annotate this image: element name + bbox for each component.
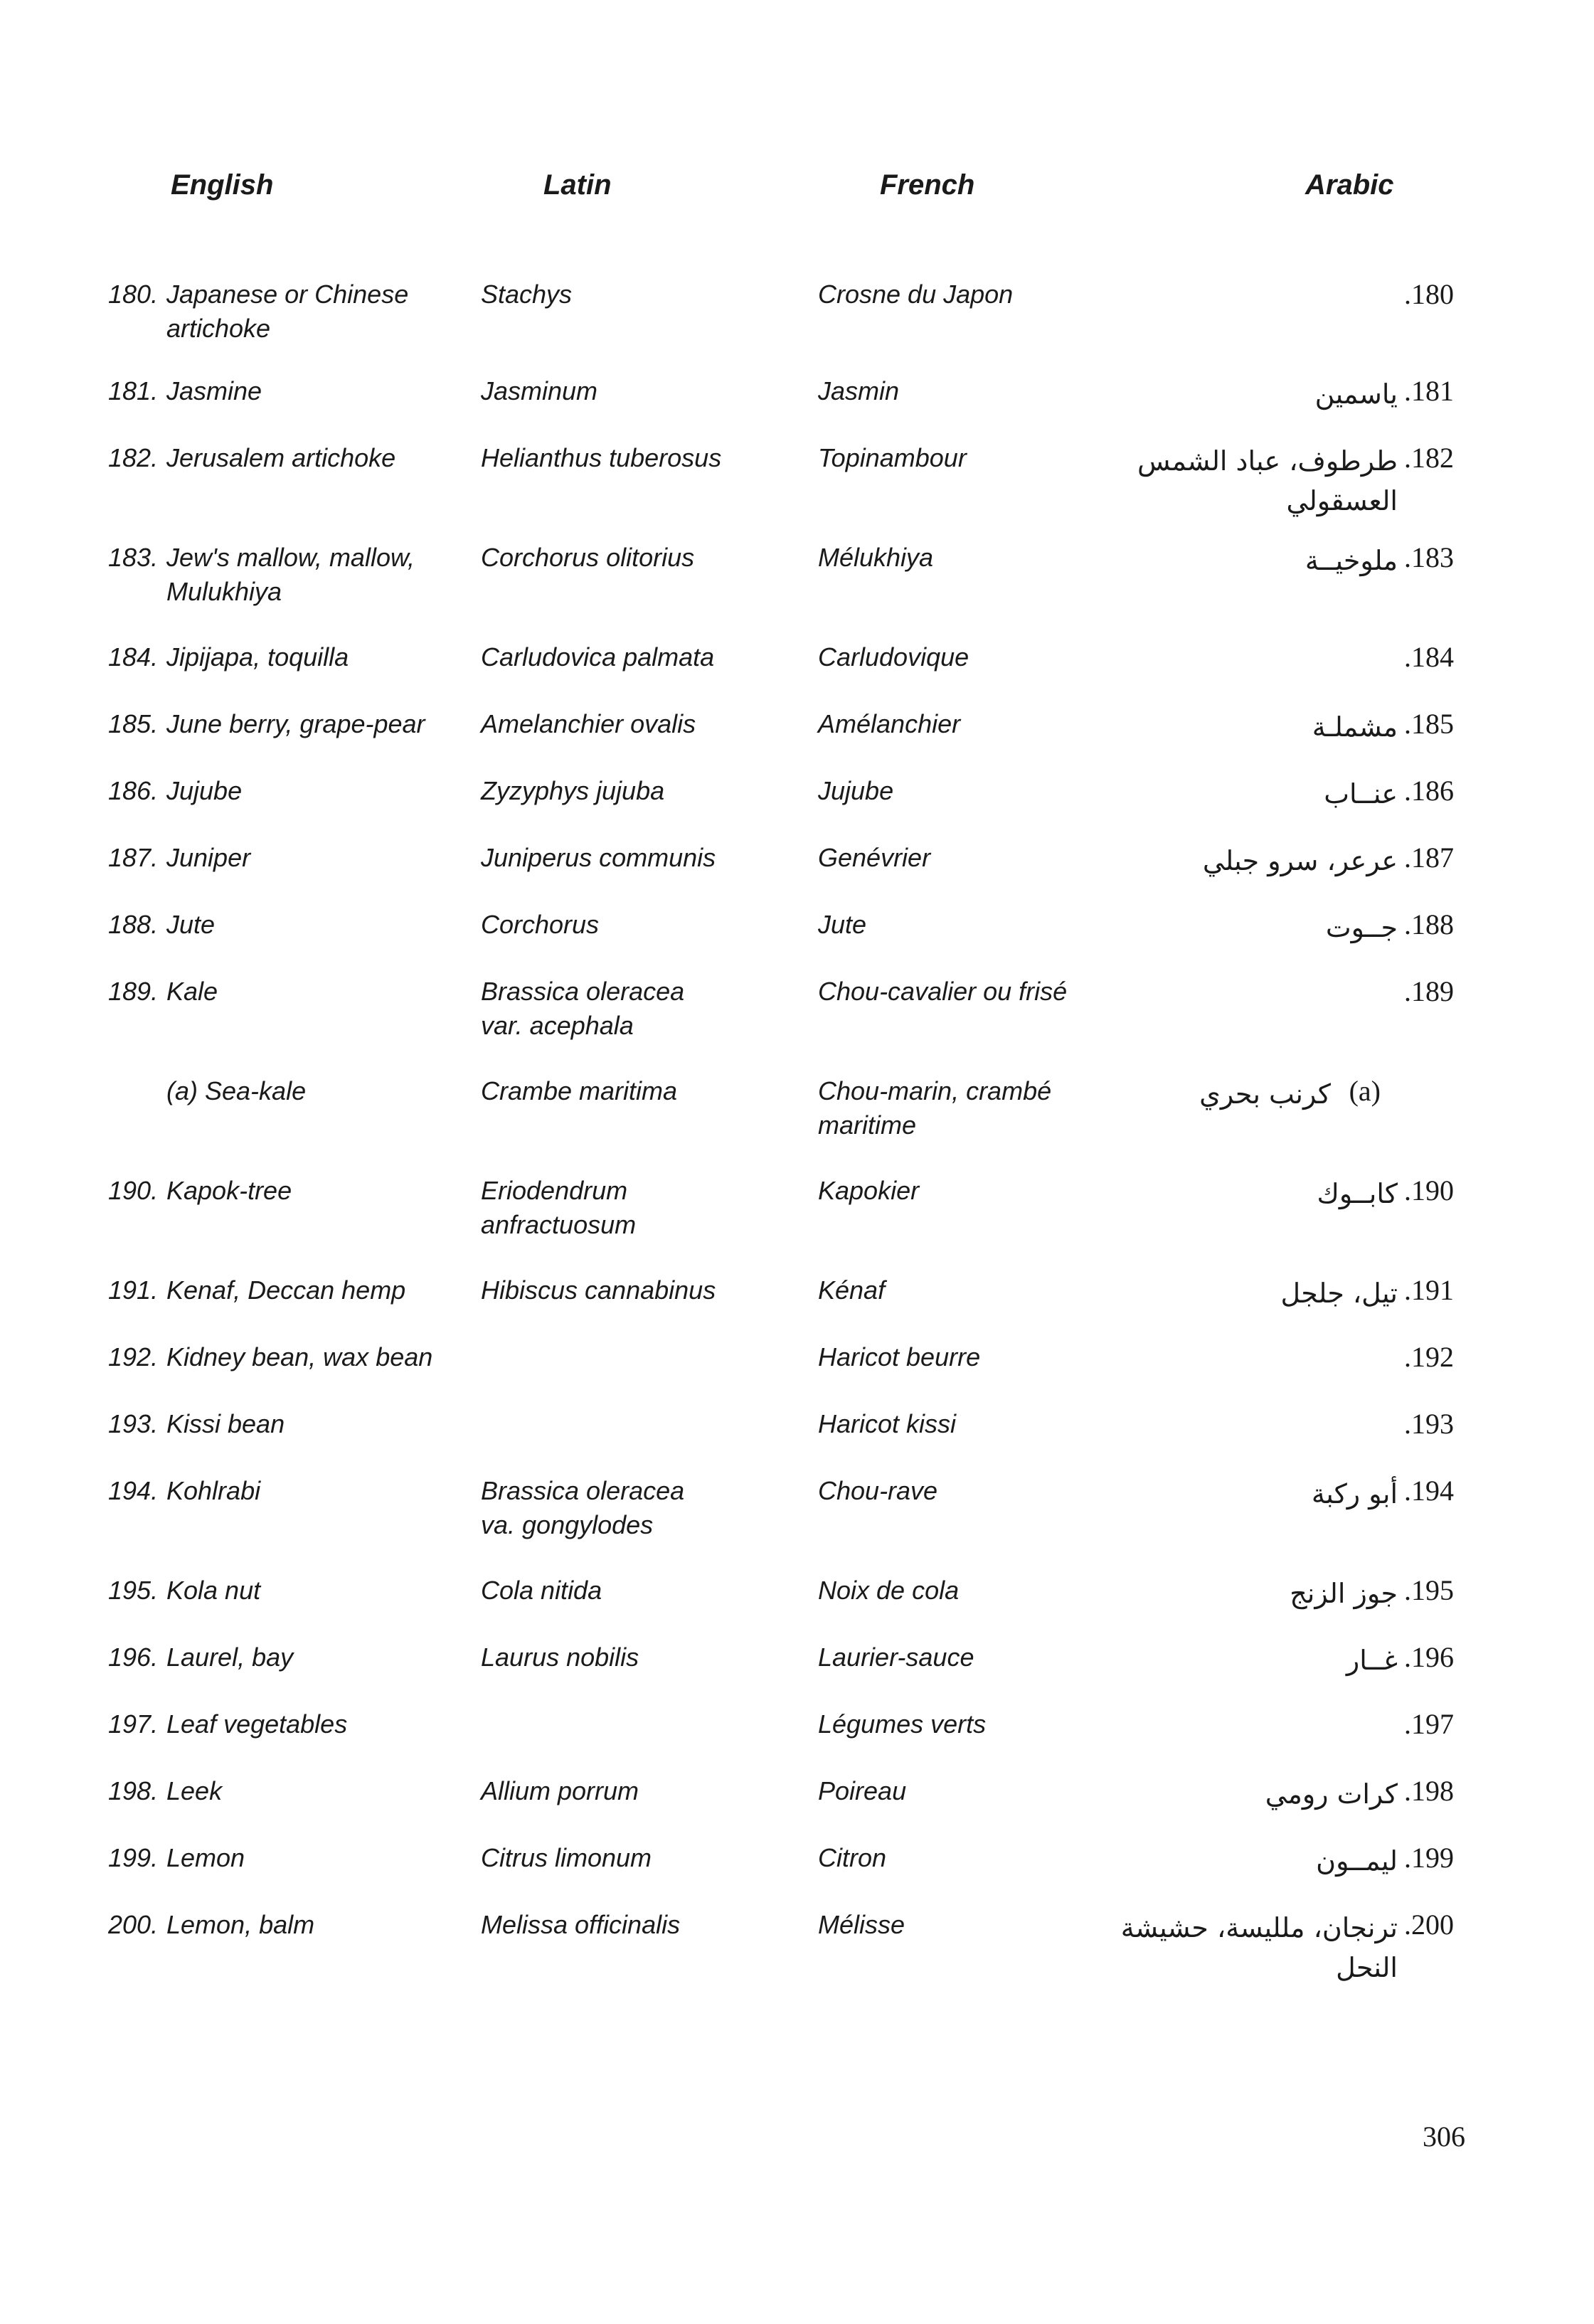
- arabic-term: ياسمين: [1314, 378, 1398, 410]
- latin-term: Jasminum: [481, 376, 598, 405]
- entry-number: 198.: [108, 1776, 159, 1805]
- arabic-term: كرات رومي: [1265, 1778, 1398, 1810]
- entry-number: 189.: [108, 977, 159, 1006]
- french-term: Noix de cola: [818, 1576, 960, 1605]
- french-term: Haricot kissi: [818, 1409, 957, 1438]
- arabic-term: ملوخيــة: [1305, 545, 1398, 576]
- table-row: [0, 1640, 1594, 1707]
- latin-term: Brassica oleracea var. acephala: [481, 977, 685, 1040]
- table-row: [0, 1474, 1594, 1574]
- arabic-term: جــوت: [1325, 912, 1398, 943]
- column-header-row: [0, 169, 1594, 212]
- arabic-entry-number: .192: [1404, 1341, 1454, 1373]
- latin-term: Juniperus communis: [481, 843, 716, 872]
- arabic-term: ترنجان، ملليسة، حشيشة النحل: [1120, 1912, 1398, 1983]
- table-row: [0, 541, 1594, 640]
- table-row: [0, 640, 1594, 707]
- entry-number: 183.: [108, 543, 159, 572]
- latin-term: Melissa officinalis: [481, 1910, 681, 1939]
- arabic-term: جوز الزنج: [1290, 1578, 1398, 1609]
- glossary-table: [0, 277, 1594, 2007]
- english-term: Kapok-tree: [166, 1176, 292, 1205]
- arabic-entry-number: .188: [1404, 908, 1454, 940]
- french-term: Laurier-sauce: [818, 1643, 974, 1672]
- arabic-entry-label: (a): [1349, 1075, 1381, 1107]
- latin-term: Brassica oleracea va. gongylodes: [481, 1476, 685, 1539]
- arabic-entry-number: .196: [1404, 1641, 1454, 1673]
- arabic-entry-number: .191: [1404, 1274, 1454, 1306]
- header-english: English: [171, 169, 274, 201]
- header-arabic: Arabic: [1305, 169, 1394, 201]
- latin-term: Amelanchier ovalis: [481, 709, 696, 738]
- arabic-entry-number: .180: [1404, 278, 1454, 310]
- english-term: Jute: [166, 910, 216, 939]
- french-term: Légumes verts: [818, 1709, 987, 1739]
- latin-term: Crambe maritima: [481, 1076, 678, 1105]
- arabic-term: غــار: [1346, 1645, 1398, 1676]
- table-row: [0, 1574, 1594, 1640]
- english-term: Lemon, balm: [166, 1910, 315, 1939]
- arabic-term: ليمــون: [1316, 1845, 1398, 1877]
- english-term: Jujube: [166, 776, 243, 805]
- french-term: Topinambour: [818, 443, 967, 472]
- french-term: Crosne du Japon: [818, 280, 1014, 309]
- french-term: Kénaf: [818, 1275, 886, 1305]
- french-term: Genévrier: [818, 843, 931, 872]
- english-term: Kissi bean: [166, 1409, 285, 1438]
- arabic-term: كابــوك: [1317, 1178, 1398, 1209]
- english-term: Jasmine: [166, 376, 262, 405]
- french-term: Chou-marin, crambé maritime: [818, 1076, 1052, 1140]
- table-row: [0, 1707, 1594, 1774]
- english-term: Jerusalem artichoke: [166, 443, 396, 472]
- english-term: Kola nut: [166, 1576, 261, 1605]
- english-term: Leek: [166, 1776, 223, 1805]
- latin-term: Cola nitida: [481, 1576, 602, 1605]
- latin-term: Eriodendrum anfractuosum: [481, 1176, 637, 1239]
- arabic-entry-number: .193: [1404, 1408, 1454, 1440]
- french-term: Jasmin: [818, 376, 900, 405]
- english-term: Kidney bean, wax bean: [166, 1342, 433, 1371]
- table-row: [0, 908, 1594, 975]
- english-term: Jew's mallow, mallow, Mulukhiya: [166, 543, 415, 606]
- arabic-entry-number: .182: [1404, 442, 1454, 474]
- english-term: Japanese or Chinese artichoke: [166, 280, 409, 343]
- french-term: Mélisse: [818, 1910, 905, 1939]
- table-row: [0, 841, 1594, 908]
- page-number: 306: [1423, 2121, 1465, 2153]
- english-term: June berry, grape-pear: [166, 709, 425, 738]
- arabic-entry-number: .181: [1404, 375, 1454, 407]
- table-row: [0, 774, 1594, 841]
- french-term: Haricot beurre: [818, 1342, 981, 1371]
- french-term: Carludovique: [818, 642, 969, 672]
- entry-number: 181.: [108, 376, 159, 405]
- entry-number: 192.: [108, 1342, 159, 1371]
- arabic-term: كرنب بحري: [1199, 1078, 1331, 1110]
- table-row: [0, 1774, 1594, 1841]
- entry-number: 197.: [108, 1709, 159, 1739]
- arabic-term: عرعر، سرو جبلي: [1202, 845, 1398, 876]
- table-row: [0, 1908, 1594, 2007]
- arabic-term: عنــاب: [1324, 778, 1398, 810]
- entry-number: 191.: [108, 1275, 159, 1305]
- arabic-entry-number: .185: [1404, 708, 1454, 740]
- arabic-entry-number: .199: [1404, 1842, 1454, 1874]
- arabic-entry-number: .195: [1404, 1574, 1454, 1606]
- arabic-entry-number: .186: [1404, 775, 1454, 807]
- table-row: [0, 1841, 1594, 1908]
- table-row: [0, 1340, 1594, 1407]
- arabic-entry-number: .198: [1404, 1775, 1454, 1807]
- entry-number: 200.: [108, 1910, 159, 1939]
- table-row: [0, 277, 1594, 374]
- english-term: Juniper: [166, 843, 251, 872]
- english-subterm: (a) Sea-kale: [166, 1076, 307, 1105]
- french-term: Chou-cavalier ou frisé: [818, 977, 1068, 1006]
- french-term: Mélukhiya: [818, 543, 934, 572]
- table-row: [0, 441, 1594, 541]
- entry-number: 186.: [108, 776, 159, 805]
- entry-number: 184.: [108, 642, 159, 672]
- french-term: Amélanchier: [818, 709, 961, 738]
- entry-number: 193.: [108, 1409, 159, 1438]
- table-row: [0, 975, 1594, 1074]
- english-term: Lemon: [166, 1843, 245, 1872]
- arabic-entry-number: .187: [1404, 842, 1454, 874]
- table-row: [0, 707, 1594, 774]
- entry-number: 196.: [108, 1643, 159, 1672]
- latin-term: Carludovica palmata: [481, 642, 715, 672]
- arabic-term: أبو ركبة: [1311, 1478, 1398, 1509]
- arabic-entry-number: .183: [1404, 541, 1454, 573]
- table-row: [0, 1273, 1594, 1340]
- entry-number: 187.: [108, 843, 159, 872]
- arabic-term: طرطوف، عباد الشمس العسقولي: [1137, 445, 1398, 516]
- latin-term: Allium porrum: [481, 1776, 639, 1805]
- english-term: Leaf vegetables: [166, 1709, 348, 1739]
- french-term: Poireau: [818, 1776, 907, 1805]
- latin-term: Laurus nobilis: [481, 1643, 639, 1672]
- french-term: Chou-rave: [818, 1476, 938, 1505]
- table-row: [0, 1074, 1594, 1174]
- english-term: Laurel, bay: [166, 1643, 294, 1672]
- latin-term: Citrus limonum: [481, 1843, 652, 1872]
- entry-number: 182.: [108, 443, 159, 472]
- english-term: Jipijapa, toquilla: [166, 642, 349, 672]
- arabic-entry-number: .200: [1404, 1909, 1454, 1941]
- entry-number: 190.: [108, 1176, 159, 1205]
- latin-term: Corchorus: [481, 910, 600, 939]
- latin-term: Hibiscus cannabinus: [481, 1275, 716, 1305]
- header-latin: Latin: [543, 169, 612, 201]
- header-french: French: [880, 169, 975, 201]
- entry-number: 199.: [108, 1843, 159, 1872]
- arabic-entry-number: .189: [1404, 975, 1454, 1007]
- arabic-entry-number: .184: [1404, 641, 1454, 673]
- english-term: Kale: [166, 977, 218, 1006]
- french-term: Jute: [818, 910, 867, 939]
- latin-term: Zyzyphys jujuba: [481, 776, 665, 805]
- entry-number: 185.: [108, 709, 159, 738]
- french-term: Jujube: [818, 776, 894, 805]
- arabic-entry-number: .197: [1404, 1708, 1454, 1740]
- table-row: [0, 1407, 1594, 1474]
- english-term: Kohlrabi: [166, 1476, 261, 1505]
- french-term: Kapokier: [818, 1176, 920, 1205]
- entry-number: 194.: [108, 1476, 159, 1505]
- arabic-term: تيل، جلجل: [1280, 1278, 1398, 1309]
- entry-number: 188.: [108, 910, 159, 939]
- entry-number: 195.: [108, 1576, 159, 1605]
- arabic-entry-number: .194: [1404, 1475, 1454, 1507]
- latin-term: Helianthus tuberosus: [481, 443, 722, 472]
- arabic-entry-number: .190: [1404, 1174, 1454, 1206]
- latin-term: Corchorus olitorius: [481, 543, 695, 572]
- latin-term: Stachys: [481, 280, 573, 309]
- table-row: [0, 1174, 1594, 1273]
- table-row: [0, 374, 1594, 441]
- english-term: Kenaf, Deccan hemp: [166, 1275, 406, 1305]
- arabic-term: مشملـة: [1312, 711, 1398, 743]
- entry-number: 180.: [108, 280, 159, 309]
- french-term: Citron: [818, 1843, 887, 1872]
